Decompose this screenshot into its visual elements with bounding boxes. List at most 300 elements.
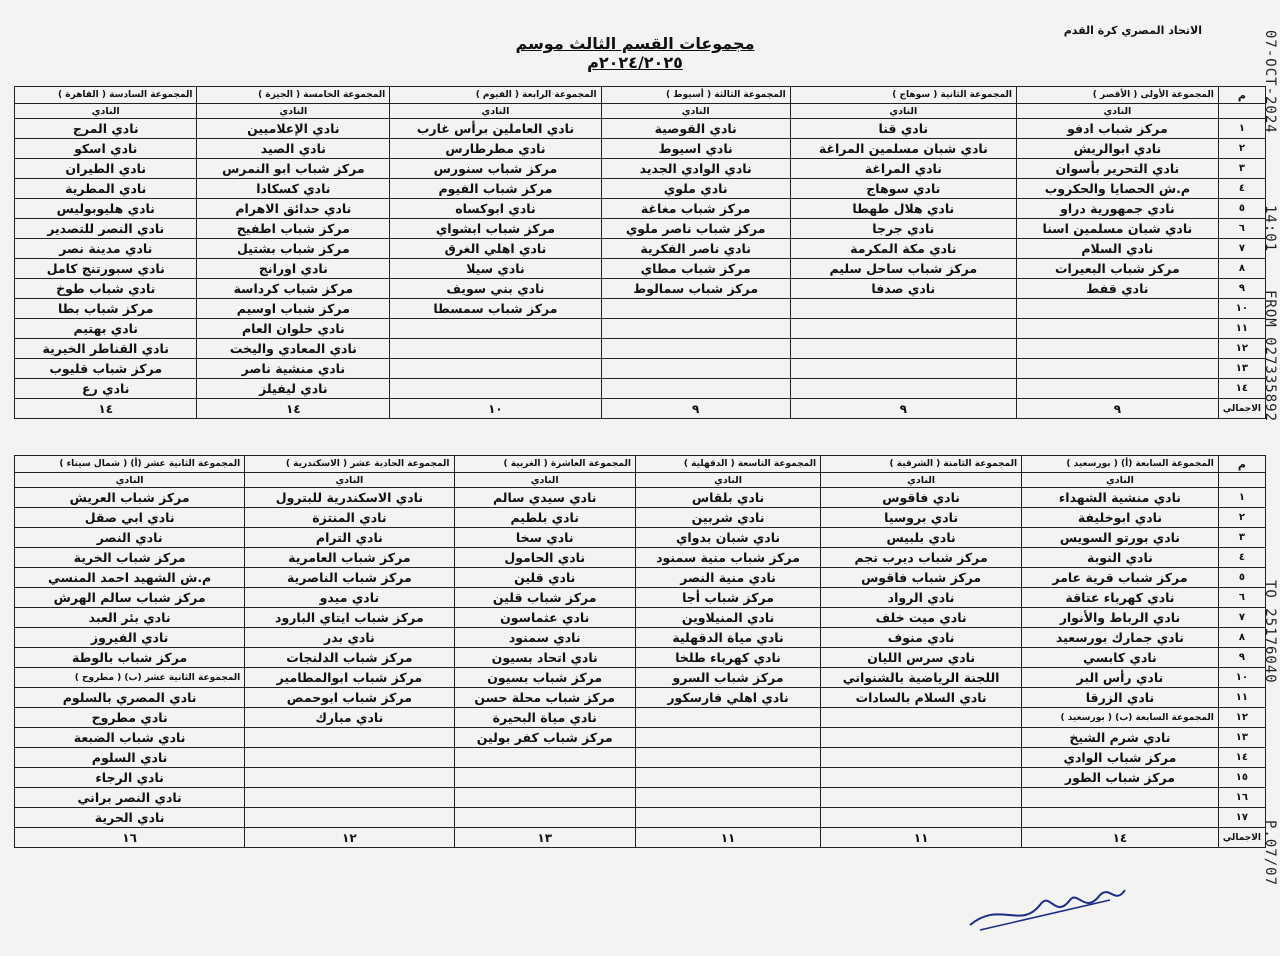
club-cell: نادي ميدو — [245, 588, 454, 608]
table-row — [15, 139, 1266, 159]
club-cell: نادي عثماسون — [454, 608, 635, 628]
group-title: المجموعة الثانية عشر (أ) ( شمال سيناء ) — [15, 456, 245, 473]
club-cell: مركز شباب بطا — [15, 299, 197, 319]
club-cell: نادي المعادي واليخت — [197, 339, 390, 359]
club-cell: نادي شبان بدواي — [635, 528, 820, 548]
club-cell: نادي كهرباء عتاقة — [1022, 588, 1219, 608]
club-cell: نادي مياة البحيرة — [454, 708, 635, 728]
club-cell — [601, 359, 790, 379]
club-cell — [454, 748, 635, 768]
club-cell: مركز شباب أجا — [635, 588, 820, 608]
totals-row — [15, 399, 1266, 419]
club-cell: نادي شبان مسلمين اسنا — [1016, 219, 1218, 239]
club-cell: نادي صدفا — [790, 279, 1016, 299]
group-total: ١٠ — [390, 399, 601, 419]
group-header-row — [15, 87, 1266, 104]
club-cell: مركز شباب قرية عامر — [1022, 568, 1219, 588]
club-column-header: النادي — [601, 104, 790, 119]
total-label: الاجمالي — [1218, 399, 1265, 419]
club-cell: نادي قلين — [454, 568, 635, 588]
club-cell: نادي النصر للتصدير — [15, 219, 197, 239]
club-cell: نادي بلقاس — [635, 488, 820, 508]
club-cell: نادي ليفيلز — [197, 379, 390, 399]
row-number: ١٢ — [1218, 339, 1265, 359]
club-cell: نادي قفط — [1016, 279, 1218, 299]
club-cell: نادي شباب طوخ — [15, 279, 197, 299]
club-cell: مركز شباب سمسطا — [390, 299, 601, 319]
club-cell — [821, 808, 1022, 828]
club-cell: مركز شباب ادفو — [1016, 119, 1218, 139]
club-cell — [1022, 808, 1219, 828]
club-cell: مركز شباب ايتاي البارود — [245, 608, 454, 628]
club-cell: مركز شباب منية سمنود — [635, 548, 820, 568]
club-cell: نادي الترام — [245, 528, 454, 548]
row-number: ١٣ — [1218, 359, 1265, 379]
club-cell: نادي كهرباء طلخا — [635, 648, 820, 668]
club-cell: مركز شباب سالم الهرش — [15, 588, 245, 608]
top-groups-table — [14, 86, 1266, 419]
club-cell: مركز شباب الدلنجات — [245, 648, 454, 668]
club-cell: مركز شباب قليوب — [15, 359, 197, 379]
table-row — [15, 379, 1266, 399]
club-cell: نادي سخا — [454, 528, 635, 548]
club-cell: نادي ميت خلف — [821, 608, 1022, 628]
club-cell: مركز شباب سنورس — [390, 159, 601, 179]
club-cell: مركز شباب ديرب نجم — [821, 548, 1022, 568]
club-cell: نادي سيلا — [390, 259, 601, 279]
club-cell: نادي مبارك — [245, 708, 454, 728]
club-cell — [601, 319, 790, 339]
club-header-row — [15, 104, 1266, 119]
group-total: ١١ — [635, 828, 820, 848]
table-row — [15, 568, 1266, 588]
fax-page: P.07/07 — [1262, 820, 1278, 887]
club-column-header: النادي — [821, 473, 1022, 488]
club-cell: نادي منشية ناصر — [197, 359, 390, 379]
club-cell — [245, 748, 454, 768]
table-row — [15, 199, 1266, 219]
club-cell: نادي ابوالريش — [1016, 139, 1218, 159]
club-cell — [15, 668, 245, 688]
club-cell — [454, 808, 635, 828]
club-cell: نادي النوبة — [1022, 548, 1219, 568]
club-cell: مركز شباب البعيرات — [1016, 259, 1218, 279]
club-cell: نادي المرج — [15, 119, 197, 139]
club-cell: نادي كابسي — [1022, 648, 1219, 668]
club-cell: مركز شباب ابوحمص — [245, 688, 454, 708]
row-number: ٨ — [1218, 259, 1265, 279]
club-cell: نادي النصر — [15, 528, 245, 548]
club-cell — [1016, 379, 1218, 399]
group-title: المجموعة الثامنة ( الشرقية ) — [821, 456, 1022, 473]
row-number: ١ — [1218, 488, 1265, 508]
club-cell — [1016, 359, 1218, 379]
club-cell: نادي جمارك بورسعيد — [1022, 628, 1219, 648]
club-header-row — [15, 473, 1266, 488]
club-cell — [635, 788, 820, 808]
club-cell: نادي الرباط والأنوار — [1022, 608, 1219, 628]
table-row — [15, 488, 1266, 508]
table-row — [15, 668, 1266, 688]
group-total: ٩ — [601, 399, 790, 419]
club-cell — [454, 768, 635, 788]
club-cell: نادي حدائق الاهرام — [197, 199, 390, 219]
club-cell: مركز شباب مغاغة — [601, 199, 790, 219]
club-cell: نادي هلال طهطا — [790, 199, 1016, 219]
club-cell: نادي الزرقا — [1022, 688, 1219, 708]
club-cell: نادي المطرية — [15, 179, 197, 199]
club-cell: نادي مطروح — [15, 708, 245, 728]
club-cell: نادي مطرطارس — [390, 139, 601, 159]
group-total: ١٤ — [197, 399, 390, 419]
club-cell — [1016, 299, 1218, 319]
table-row — [15, 279, 1266, 299]
club-cell — [790, 379, 1016, 399]
page-title: مجموعات القسم الثالث موسم ٢٠٢٤/٢٠٢٥م — [515, 34, 755, 72]
club-cell — [245, 808, 454, 828]
club-cell — [390, 359, 601, 379]
club-cell: نادي رع — [15, 379, 197, 399]
table-row — [15, 179, 1266, 199]
group-title: المجموعة الخامسة ( الجيزة ) — [197, 87, 390, 104]
row-number: ٣ — [1218, 528, 1265, 548]
club-cell: مركز شباب فاقوس — [821, 568, 1022, 588]
club-cell: نادي اسكو — [15, 139, 197, 159]
club-cell: نادي السلام بالسادات — [821, 688, 1022, 708]
club-cell — [390, 379, 601, 399]
club-cell: مركز شباب ناصر ملوي — [601, 219, 790, 239]
club-cell — [1022, 708, 1219, 728]
club-cell: نادي شبان مسلمين المراغة — [790, 139, 1016, 159]
club-cell: مركز شباب الفيوم — [390, 179, 601, 199]
group-total: ١١ — [821, 828, 1022, 848]
group-title: المجموعة السادسة ( القاهرة ) — [15, 87, 197, 104]
club-cell: مركز شباب ابو النمرس — [197, 159, 390, 179]
table-row — [15, 239, 1266, 259]
row-number: ٢ — [1218, 139, 1265, 159]
club-cell: نادي الوادي الجديد — [601, 159, 790, 179]
club-cell — [821, 748, 1022, 768]
row-number: ٣ — [1218, 159, 1265, 179]
club-cell: نادي العاملين برأس غارب — [390, 119, 601, 139]
table-row — [15, 608, 1266, 628]
table-row — [15, 728, 1266, 748]
club-cell: مركز شباب كفر بولين — [454, 728, 635, 748]
club-cell: نادي القناطر الخيرية — [15, 339, 197, 359]
club-column-header: النادي — [197, 104, 390, 119]
club-cell — [635, 728, 820, 748]
club-cell: مركز شباب ابوالمطامير — [245, 668, 454, 688]
club-cell — [390, 339, 601, 359]
row-number: ٩ — [1218, 648, 1265, 668]
club-column-header: النادي — [1022, 473, 1219, 488]
row-number: ٢ — [1218, 508, 1265, 528]
club-cell: نادي المصري بالسلوم — [15, 688, 245, 708]
table-row — [15, 708, 1266, 728]
total-label: الاجمالي — [1218, 828, 1265, 848]
club-cell: نادي ملوي — [601, 179, 790, 199]
table-row — [15, 788, 1266, 808]
club-cell: نادي ابوخليفة — [1022, 508, 1219, 528]
group-total: ٩ — [790, 399, 1016, 419]
group-title: المجموعة الثانية ( سوهاج ) — [790, 87, 1016, 104]
club-cell: نادي السلام — [1016, 239, 1218, 259]
club-cell: نادي اهلي الغرق — [390, 239, 601, 259]
club-cell: نادي فاقوس — [821, 488, 1022, 508]
club-column-header: النادي — [15, 473, 245, 488]
club-cell: نادي التحرير بأسوان — [1016, 159, 1218, 179]
club-cell: نادي حلوان العام — [197, 319, 390, 339]
table-row — [15, 768, 1266, 788]
club-cell: مركز شباب بشتيل — [197, 239, 390, 259]
club-cell: مركز شباب بسيون — [454, 668, 635, 688]
club-cell — [821, 708, 1022, 728]
row-number: ٥ — [1218, 199, 1265, 219]
row-number: ١٣ — [1218, 728, 1265, 748]
table-row — [15, 528, 1266, 548]
row-number: ١٦ — [1218, 788, 1265, 808]
club-cell: نادي الاسكندرية للبترول — [245, 488, 454, 508]
row-number: ٩ — [1218, 279, 1265, 299]
club-cell: نادي جمهورية دراو — [1016, 199, 1218, 219]
club-cell — [601, 379, 790, 399]
row-number-header-blank — [1218, 104, 1265, 119]
table-row — [15, 299, 1266, 319]
club-cell: نادي الطيران — [15, 159, 197, 179]
club-cell: نادي النصر براني — [15, 788, 245, 808]
row-number: ٤ — [1218, 179, 1265, 199]
club-cell — [1022, 788, 1219, 808]
club-cell: مركز شباب ابشواي — [390, 219, 601, 239]
row-number: ١٠ — [1218, 299, 1265, 319]
club-cell: مركز شباب الخرية — [15, 548, 245, 568]
club-cell — [821, 788, 1022, 808]
fax-to: TO 25176040 — [1262, 580, 1278, 684]
club-cell: نادي سبورتنج كامل — [15, 259, 197, 279]
club-column-header: النادي — [790, 104, 1016, 119]
club-cell — [1016, 339, 1218, 359]
row-number: ١٠ — [1218, 668, 1265, 688]
table-row — [15, 219, 1266, 239]
subgroup-title: المجموعة الثانية عشر (ب) ( مطروح ) — [74, 672, 241, 683]
group-title: المجموعة العاشرة ( الغربية ) — [454, 456, 635, 473]
club-cell — [790, 359, 1016, 379]
club-cell: نادي الحرية — [15, 808, 245, 828]
row-number: ١٢ — [1218, 708, 1265, 728]
group-title: المجموعة الثالثة ( أسيوط ) — [601, 87, 790, 104]
group-total: ٩ — [1016, 399, 1218, 419]
club-cell — [790, 319, 1016, 339]
club-cell: نادي اسيوط — [601, 139, 790, 159]
club-cell: م.ش الشهيد احمد المنسي — [15, 568, 245, 588]
club-cell: مركز شباب مطاي — [601, 259, 790, 279]
club-cell: نادي شربين — [635, 508, 820, 528]
club-cell — [245, 788, 454, 808]
table-row — [15, 159, 1266, 179]
group-total: ١٦ — [15, 828, 245, 848]
club-cell: مركز شباب الطور — [1022, 768, 1219, 788]
row-number: ١٤ — [1218, 379, 1265, 399]
table-row — [15, 548, 1266, 568]
table-row — [15, 319, 1266, 339]
club-cell: مركز شباب الوادي — [1022, 748, 1219, 768]
club-cell: م.ش الحصايا والحكروب — [1016, 179, 1218, 199]
table-row — [15, 748, 1266, 768]
club-cell — [1016, 319, 1218, 339]
club-cell: نادي اتحاد بسيون — [454, 648, 635, 668]
group-total: ١٤ — [15, 399, 197, 419]
club-column-header: النادي — [454, 473, 635, 488]
row-number: ٦ — [1218, 588, 1265, 608]
club-column-header: النادي — [15, 104, 197, 119]
club-column-header: النادي — [635, 473, 820, 488]
row-number: ١٤ — [1218, 748, 1265, 768]
club-cell: نادي اهلي فارسكور — [635, 688, 820, 708]
row-number: ٤ — [1218, 548, 1265, 568]
club-cell: نادي الإعلاميين — [197, 119, 390, 139]
table-row — [15, 688, 1266, 708]
fax-time: 14:01 — [1262, 205, 1278, 253]
row-number: ٨ — [1218, 628, 1265, 648]
club-cell: نادي الحامول — [454, 548, 635, 568]
table-row — [15, 119, 1266, 139]
club-cell — [601, 339, 790, 359]
row-number-header: م — [1218, 456, 1265, 473]
club-cell: نادي بهتيم — [15, 319, 197, 339]
row-number-header-blank — [1218, 473, 1265, 488]
row-number: ٧ — [1218, 239, 1265, 259]
table-row — [15, 508, 1266, 528]
club-cell: نادي الفيروز — [15, 628, 245, 648]
club-cell: نادي سمنود — [454, 628, 635, 648]
club-cell: نادي شرم الشيخ — [1022, 728, 1219, 748]
signature — [960, 860, 1130, 940]
bottom-groups-table — [14, 455, 1266, 848]
club-cell — [635, 808, 820, 828]
row-number: ٥ — [1218, 568, 1265, 588]
table-row — [15, 628, 1266, 648]
row-number-header: م — [1218, 87, 1265, 104]
club-cell: نادي جرجا — [790, 219, 1016, 239]
table-row — [15, 359, 1266, 379]
club-cell: نادي ابوكساه — [390, 199, 601, 219]
group-title: المجموعة التاسعة ( الدقهلية ) — [635, 456, 820, 473]
club-cell: نادي منية النصر — [635, 568, 820, 588]
organization-name: الاتحاد المصري كرة القدم — [1063, 24, 1202, 37]
club-cell — [790, 299, 1016, 319]
club-cell — [454, 788, 635, 808]
club-column-header: النادي — [390, 104, 601, 119]
club-cell: مركز شباب سمالوط — [601, 279, 790, 299]
row-number: ١ — [1218, 119, 1265, 139]
fax-from: FROM 027335892 — [1262, 290, 1278, 423]
row-number: ١٥ — [1218, 768, 1265, 788]
club-column-header: النادي — [245, 473, 454, 488]
group-title: المجموعة السابعة (أ) ( بورسعيد ) — [1022, 456, 1219, 473]
totals-row — [15, 828, 1266, 848]
club-cell: نادي اورانج — [197, 259, 390, 279]
club-cell: نادي رأس البر — [1022, 668, 1219, 688]
club-cell: نادي ابي صقل — [15, 508, 245, 528]
club-cell: مركز شباب العامرية — [245, 548, 454, 568]
table-row — [15, 259, 1266, 279]
club-column-header: النادي — [1016, 104, 1218, 119]
club-cell: نادي سرس الليان — [821, 648, 1022, 668]
club-cell: نادي منشية الشهداء — [1022, 488, 1219, 508]
club-cell: نادي ناصر الفكرية — [601, 239, 790, 259]
row-number: ٧ — [1218, 608, 1265, 628]
club-cell: مركز شباب قلين — [454, 588, 635, 608]
group-total: ١٤ — [1022, 828, 1219, 848]
club-cell: مركز شباب بالوطة — [15, 648, 245, 668]
club-cell: مركز شباب الناصرية — [245, 568, 454, 588]
group-title: المجموعة الحادية عشر ( الاسكندرية ) — [245, 456, 454, 473]
fax-date: 07-OCT-2024 — [1262, 30, 1278, 134]
club-cell: مركز شباب محلة حسن — [454, 688, 635, 708]
club-cell: نادي سيدي سالم — [454, 488, 635, 508]
club-cell — [601, 299, 790, 319]
club-cell: نادي شباب الضبعة — [15, 728, 245, 748]
group-total: ١٣ — [454, 828, 635, 848]
club-cell: نادي مياة الدقهلية — [635, 628, 820, 648]
club-cell: نادي بورتو السويس — [1022, 528, 1219, 548]
club-cell: نادي سوهاج — [790, 179, 1016, 199]
club-cell: نادي بلطيم — [454, 508, 635, 528]
club-cell — [635, 768, 820, 788]
club-cell: مركز شباب السرو — [635, 668, 820, 688]
club-cell: نادي الرجاء — [15, 768, 245, 788]
club-cell — [245, 768, 454, 788]
club-cell — [390, 319, 601, 339]
club-cell: مركز شباب ساحل سليم — [790, 259, 1016, 279]
club-cell: نادي بني سويف — [390, 279, 601, 299]
club-cell: نادي بلبيس — [821, 528, 1022, 548]
club-cell — [790, 339, 1016, 359]
club-cell: نادي قنا — [790, 119, 1016, 139]
club-cell: نادي الصيد — [197, 139, 390, 159]
table-row — [15, 808, 1266, 828]
club-cell: نادي كسكادا — [197, 179, 390, 199]
club-cell: نادي المنيلاوين — [635, 608, 820, 628]
club-cell: نادي السلوم — [15, 748, 245, 768]
group-total: ١٢ — [245, 828, 454, 848]
club-cell — [821, 728, 1022, 748]
club-cell: مركز شباب كرداسة — [197, 279, 390, 299]
row-number: ١١ — [1218, 688, 1265, 708]
club-cell: نادي المنتزة — [245, 508, 454, 528]
club-cell — [635, 708, 820, 728]
group-header-row — [15, 456, 1266, 473]
group-title: المجموعة الأولى ( الأقصر ) — [1016, 87, 1218, 104]
club-cell: نادي الرواد — [821, 588, 1022, 608]
row-number: ١٧ — [1218, 808, 1265, 828]
club-cell: نادي مدينة نصر — [15, 239, 197, 259]
group-title: المجموعة الرابعة ( الفيوم ) — [390, 87, 601, 104]
club-cell: نادي منوف — [821, 628, 1022, 648]
club-cell: نادي مكة المكرمة — [790, 239, 1016, 259]
table-row — [15, 648, 1266, 668]
club-cell: نادي بروسيا — [821, 508, 1022, 528]
club-cell: مركز شباب اوسيم — [197, 299, 390, 319]
club-cell — [821, 768, 1022, 788]
club-cell: نادي بئر العبد — [15, 608, 245, 628]
club-cell: نادي بدر — [245, 628, 454, 648]
club-cell — [635, 748, 820, 768]
club-cell: مركز شباب العريش — [15, 488, 245, 508]
row-number: ١١ — [1218, 319, 1265, 339]
subgroup-title: المجموعة السابعة (ب) ( بورسعيد ) — [1060, 712, 1214, 723]
table-row — [15, 339, 1266, 359]
